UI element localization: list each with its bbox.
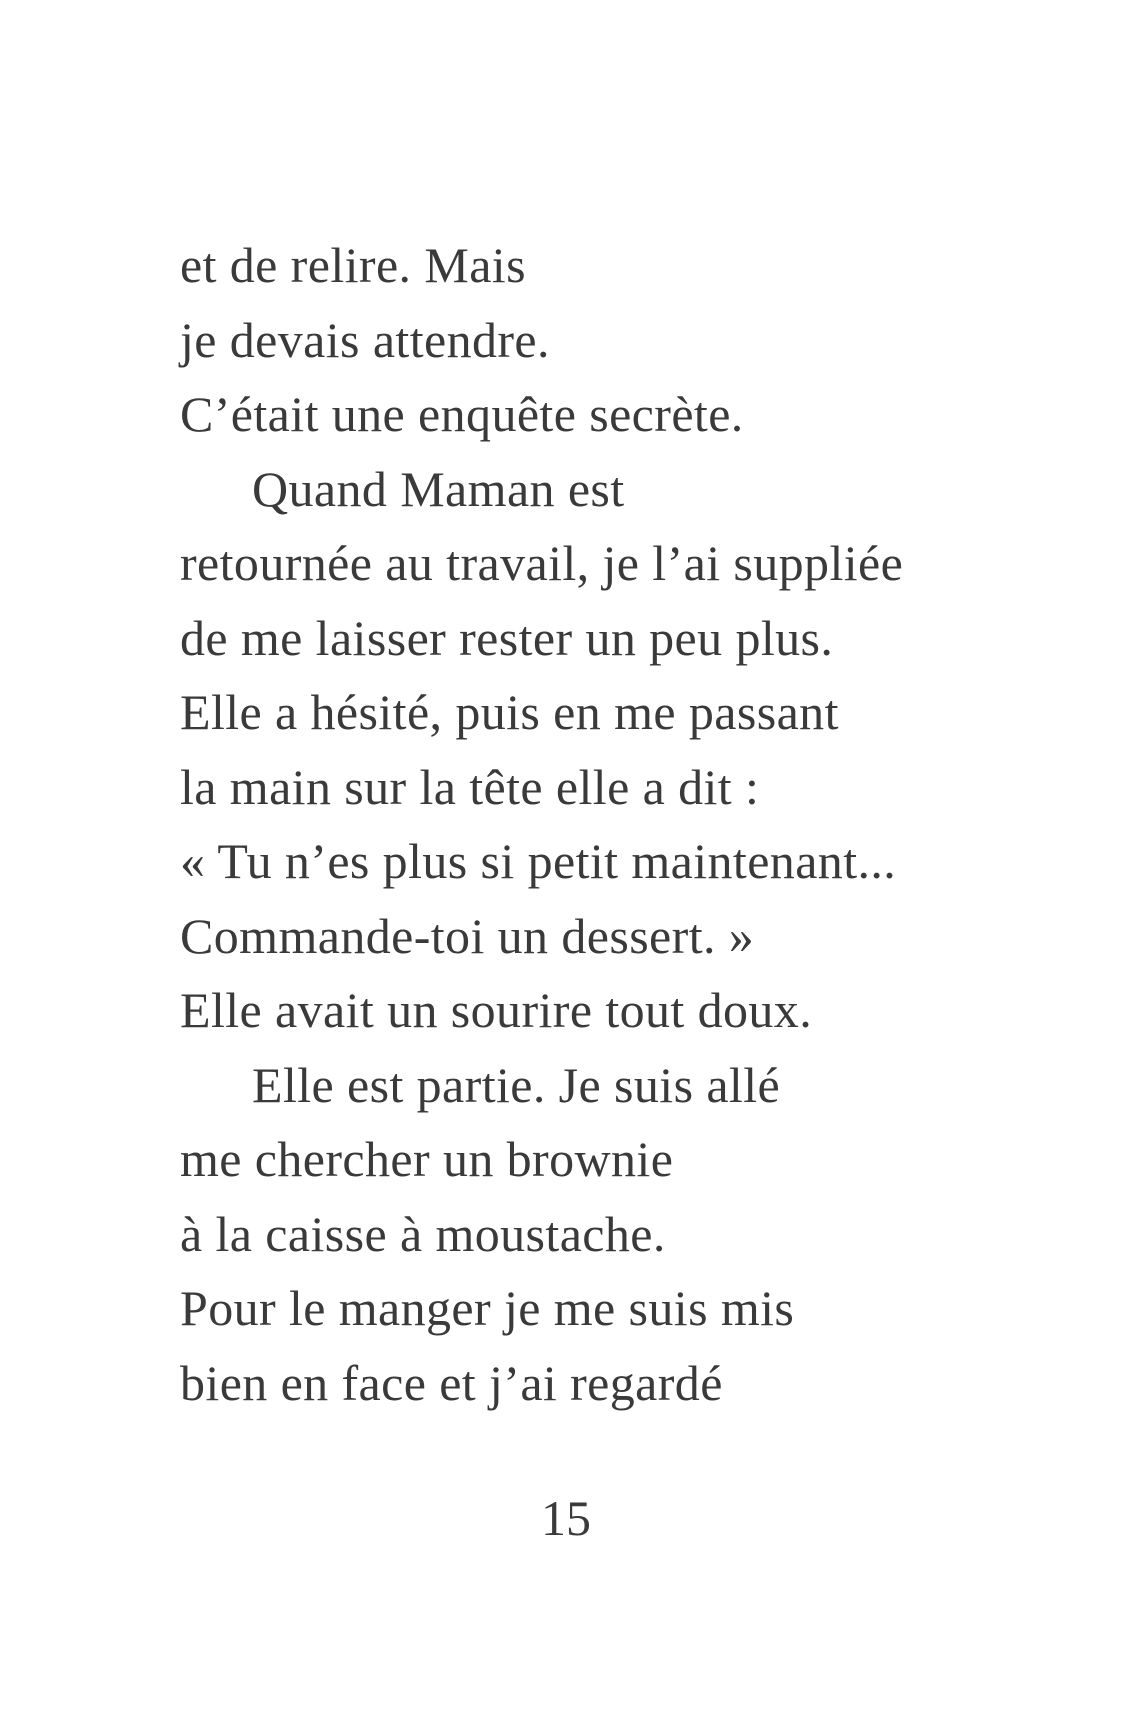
- text-line: Elle est partie. Je suis allé: [252, 1056, 781, 1113]
- text-line: retournée au travail, je l’ai suppliée: [180, 535, 904, 591]
- text-line: Pour le manger je me suis mis: [180, 1280, 795, 1336]
- text-line: la main sur la tête elle a dit :: [180, 758, 760, 815]
- text-line: et de relire. Mais: [180, 237, 526, 293]
- text-line: Elle avait un sourire tout doux.: [180, 982, 813, 1038]
- text-line: Elle a hésité, puis en me passant: [180, 684, 839, 740]
- text-line: à la caisse à moustache.: [180, 1205, 666, 1262]
- text-line: Commande-toi un dessert. »: [180, 907, 755, 964]
- text-line: je devais attendre.: [180, 311, 550, 368]
- text-line: me chercher un brownie: [180, 1131, 674, 1187]
- body-text: [180, 228, 1080, 1420]
- text-line: Quand Maman est: [252, 460, 625, 517]
- text-line: C’était une enquête secrète.: [180, 386, 744, 442]
- text-line: bien en face et j’ai regardé: [180, 1354, 723, 1411]
- page-number: 15: [541, 1490, 591, 1546]
- text-line: « Tu n’es plus si petit maintenant...: [180, 833, 897, 889]
- text-line: de me laisser rester un peu plus.: [180, 609, 834, 666]
